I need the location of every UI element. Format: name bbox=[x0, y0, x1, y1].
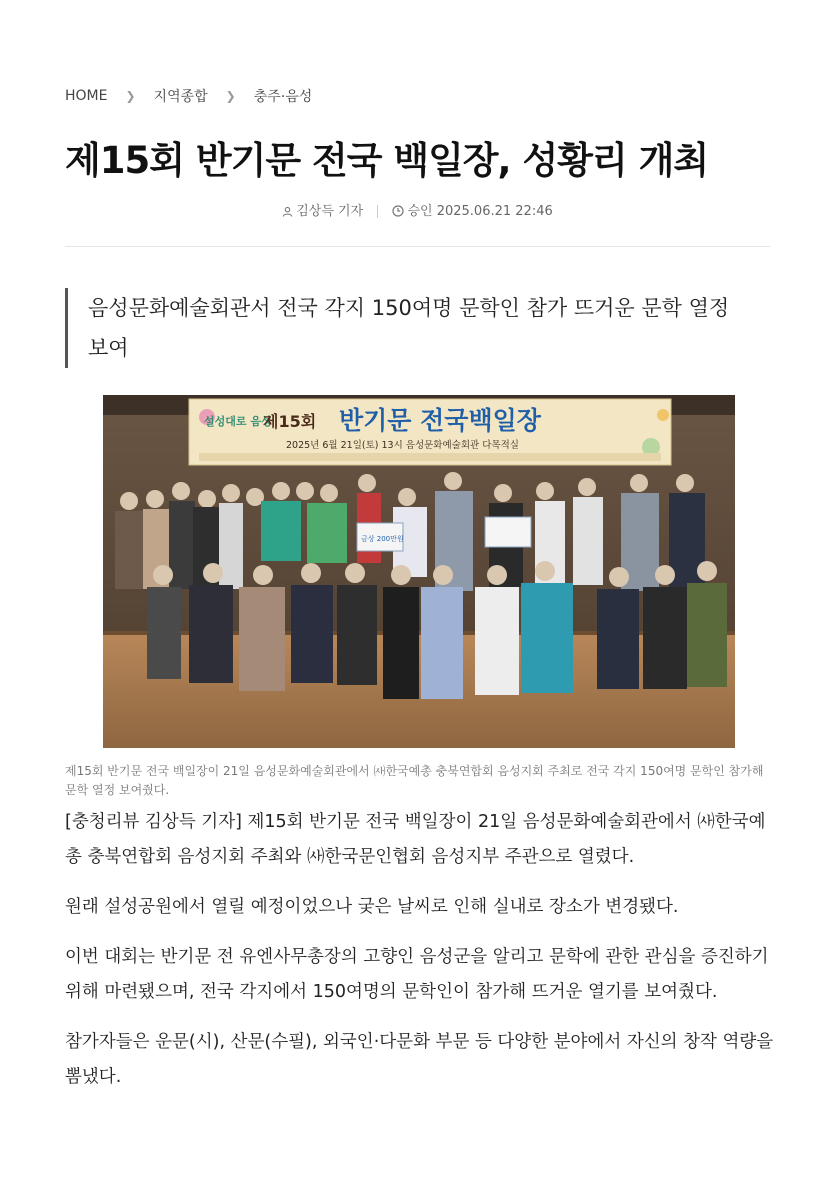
article-photo[interactable] bbox=[103, 395, 735, 748]
certificate-text: 금상 200만원 bbox=[361, 535, 404, 543]
body-paragraph-2: 원래 설성공원에서 열릴 예정이었으나 궂은 날씨로 인해 실내로 장소가 변경됐다. bbox=[65, 897, 679, 917]
meta-divider bbox=[377, 205, 378, 218]
photo-caption: 제15회 반기문 전국 백일장이 21일 음성문화예술회관에서 ㈔한국예총 충북연합회 음성지회 주최로 전국 각지 150여명 문학인 참가해 문학 열정 보여줬다. bbox=[65, 764, 764, 797]
author-name: 김상득 기자 bbox=[296, 204, 364, 219]
body-paragraph-3: 이번 대회는 반기문 전 유엔사무총장의 고향인 음성군을 알리고 문학에 관한 관심을 증진하기 위해 마련됐으며, 전국 각지에서 150여명의 문학인이 참가해 뜨거운 열기를 보여줬다. bbox=[65, 947, 769, 1002]
user-icon bbox=[282, 206, 293, 217]
body-paragraph-4: 참가자들은 운문(시), 산문(수필), 외국인·다문화 부문 등 다양한 분야에서 자신의 창작 역량을 뽐냈다. bbox=[65, 1032, 774, 1087]
breadcrumb-section-link[interactable]: 지역종합 bbox=[153, 89, 208, 105]
article-title: 제15회 반기문 전국 백일장, 성황리 개최 bbox=[65, 139, 709, 182]
banner-title: 반기문 전국백일장 bbox=[339, 406, 541, 435]
breadcrumb bbox=[65, 86, 312, 106]
breadcrumb-home-link[interactable]: HOME bbox=[65, 88, 108, 104]
header-divider bbox=[65, 246, 770, 247]
publish-date: 승인 2025.06.21 22:46 bbox=[407, 204, 553, 219]
chevron-right-icon: ❯ bbox=[125, 89, 136, 103]
banner-logo: 설성대로 음성 bbox=[204, 415, 272, 428]
clock-icon bbox=[392, 205, 404, 217]
banner-date: 2025년 6월 21일(토) 13시 음성문화예술회관 다목적실 bbox=[286, 440, 519, 451]
chevron-right-icon: ❯ bbox=[225, 89, 236, 103]
article-subtitle: 음성문화예술회관서 전국 각지 150여명 문학인 참가 뜨거운 문학 열정 보여 bbox=[65, 288, 755, 368]
banner-edition: 제15회 bbox=[263, 412, 317, 431]
breadcrumb-subsection-link[interactable]: 충주·음성 bbox=[253, 89, 313, 105]
group-photo-illustration bbox=[103, 395, 735, 748]
article-meta bbox=[0, 200, 835, 219]
article-body bbox=[65, 805, 777, 1110]
body-paragraph-1: [충청리뷰 김상득 기자] 제15회 반기문 전국 백일장이 21일 음성문화예술회관에서 ㈔한국예총 충북연합회 음성지회 주최와 ㈔한국문인협회 음성지부 주관으로 열렸다. bbox=[65, 812, 766, 867]
